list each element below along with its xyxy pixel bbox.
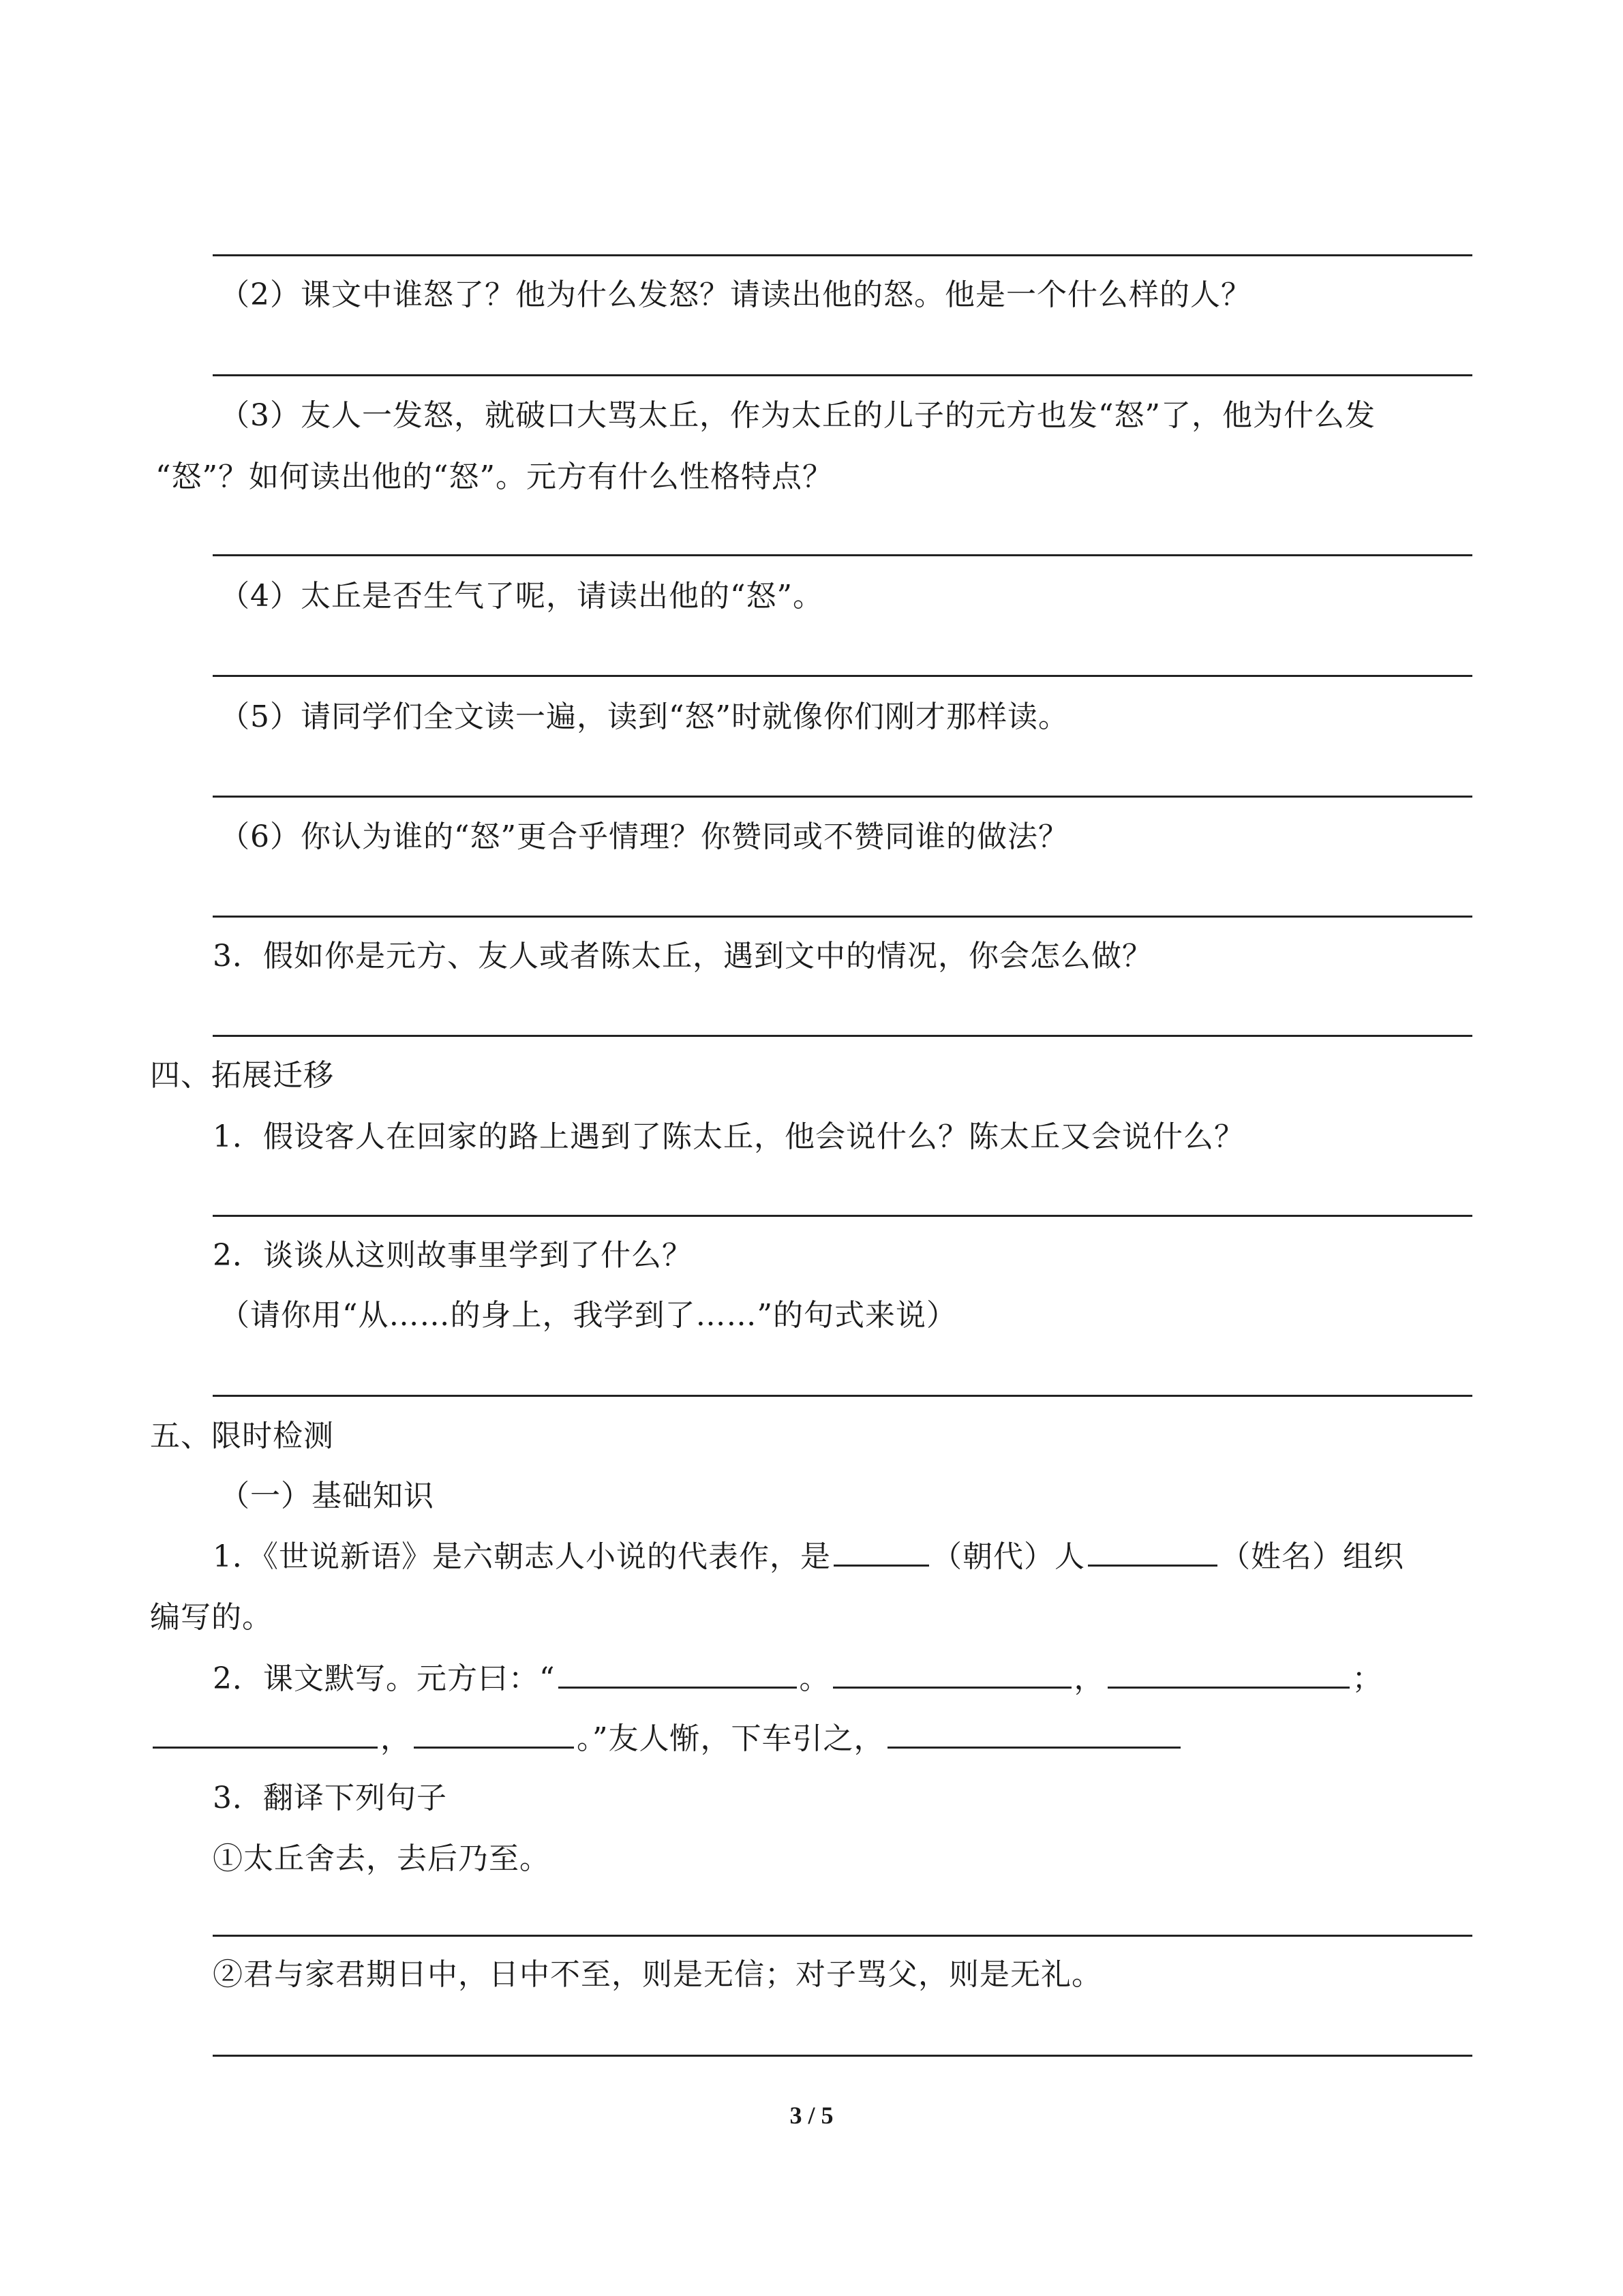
fill-question-2-text: 2．课文默写。元方曰：“	[213, 1661, 556, 1696]
question-2-3-line2: “怒”？如何读出他的“怒”。元方有什么性格特点？	[155, 459, 833, 494]
fill-question-1-dynasty-label: （朝代）人	[932, 1539, 1085, 1574]
blank-recitation-4[interactable]	[153, 1718, 378, 1749]
answer-line	[213, 1935, 1472, 1937]
answer-line	[213, 374, 1472, 376]
subsection-basic-knowledge: （一）基础知识	[219, 1479, 434, 1513]
question-2-2: （2）课文中谁怒了？他为什么发怒？请读出他的怒。他是一个什么样的人？	[219, 277, 1252, 312]
section-4-question-2-hint: （请你用“从……的身上，我学到了……”的句式来说）	[219, 1298, 957, 1333]
translate-sentence-2: ②君与家君期日中，日中不至，则是无信；对子骂父，则是无礼。	[213, 1957, 1102, 1992]
blank-recitation-1[interactable]	[558, 1658, 797, 1689]
page-number: 3 / 5	[789, 2102, 834, 2129]
blank-dynasty[interactable]	[834, 1536, 929, 1567]
answer-line	[213, 796, 1472, 798]
fill-question-2-tail: 。”友人惭，下车引之，	[577, 1721, 885, 1756]
question-2-6: （6）你认为谁的“怒”更合乎情理？你赞同或不赞同谁的做法？	[219, 819, 1069, 854]
blank-recitation-5[interactable]	[414, 1718, 574, 1749]
translate-sentence-1: ①太丘舍去，去后乃至。	[213, 1841, 550, 1876]
fill-question-1-line1	[213, 1536, 1404, 1577]
answer-line	[213, 554, 1472, 556]
fill-question-1-name-label: （姓名）组织	[1220, 1539, 1404, 1574]
question-3: 3．假如你是元方、友人或者陈太丘，遇到文中的情况，你会怎么做？	[213, 939, 1153, 973]
question-2-4: （4）太丘是否生气了呢，请读出他的“怒”。	[219, 579, 823, 614]
punct: ，	[380, 1721, 411, 1756]
answer-line	[213, 675, 1472, 677]
blank-name[interactable]	[1088, 1536, 1217, 1567]
fill-question-1-text: 1．《世说新语》是六朝志人小说的代表作，是	[213, 1539, 831, 1574]
blank-recitation-3[interactable]	[1108, 1658, 1350, 1689]
section-4-question-1: 1．假设客人在回家的路上遇到了陈太丘，他会说什么？陈太丘又会说什么？	[213, 1119, 1245, 1154]
answer-line	[213, 916, 1472, 918]
answer-line	[213, 1395, 1472, 1397]
section-4-question-2: 2．谈谈从这则故事里学到了什么？	[213, 1238, 693, 1273]
answer-line	[213, 254, 1472, 256]
translate-heading: 3．翻译下列句子	[213, 1781, 447, 1815]
fill-question-1-line2: 编写的。	[150, 1600, 273, 1635]
fill-question-2-line2	[150, 1718, 1183, 1759]
section-5-heading: 五、限时检测	[150, 1419, 334, 1453]
punct: ，	[1074, 1661, 1105, 1696]
fill-question-2-line1	[213, 1658, 1383, 1700]
answer-line	[213, 1035, 1472, 1037]
blank-recitation-6[interactable]	[888, 1718, 1181, 1749]
question-2-3-line1: （3）友人一发怒，就破口大骂太丘，作为太丘的儿子的元方也发“怒”了，他为什么发	[219, 398, 1376, 433]
question-2-5: （5）请同学们全文读一遍，读到“怒”时就像你们刚才那样读。	[219, 699, 1069, 734]
blank-recitation-2[interactable]	[833, 1658, 1072, 1689]
answer-line	[213, 2055, 1472, 2057]
answer-line	[213, 1215, 1472, 1217]
punct: ；	[1352, 1661, 1383, 1696]
punct: 。	[799, 1661, 830, 1696]
section-4-heading: 四、拓展迁移	[150, 1058, 334, 1093]
